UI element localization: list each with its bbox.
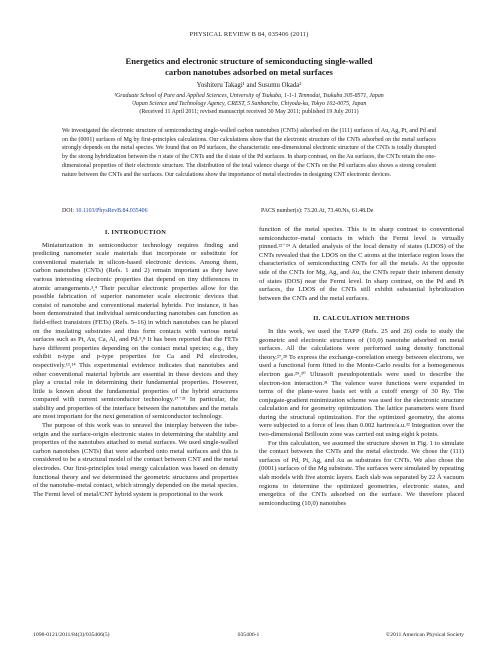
intro-paragraph-3: function of the metal species. This is in sharp contrast to conventional semiconductor–metal contacts in which the Fermi level is virtually pinned.²²⁻²⁴ A detailed analysis of the local density of states (LDOS) of the CNTs revealed that the LDOS on the C atoms at the interface region loses the characteristics of semiconducting CNTs for all the metals. At the opposite side of the CNTs for Mg, Ag, and Au, the CNTs repair their inherent density of states (DOS) near the Fermi level. In sharp contrast, on the Pd and Pt surfaces, the LDOS of the CNTs still exhibit substantial hybridization between the CNTs and the metal surfaces. [259, 226, 464, 302]
received-dates: (Received 11 April 2011; revised manuscript received 30 May 2011; published 19 July 2011) [139, 109, 359, 115]
author-list: Yoshiteru Takagi¹ and Susumu Okada² [196, 82, 302, 89]
footer-page-number: 035406-1 [237, 632, 260, 638]
pacs-numbers: PACS number(s): 73.20.At, 73.40.Ns, 61.48.De [261, 208, 374, 214]
page-footer [33, 632, 464, 638]
section-title-methods: II. CALCULATION METHODS [313, 315, 410, 323]
methods-paragraph-1: In this work, we used the TAPP (Refs. 25 and 26) code to study the geometric and electronic structures of (10,0) nanotube adsorbed on metal surfaces. All the calculations were performed using density functional theory.²⁷,²⁸ To express the exchange-correlation energy between electrons, we used a functional form fitted to the Monte-Carlo results for a homogeneous electron gas.²⁹,³⁰ Ultrasoft pseudopotentials were used to describe the electron-ion interaction.³¹ The valence wave functions were expanded in terms of the plane-wave basis set with a cutoff energy of 30 Ry. The conjugate-gradient minimization scheme was used for the electronic structure calculation and for geometry optimization. The lattice parameters were fixed during the structural optimization. For the optimized geometry, the atoms were subjected to a force of less than 0.002 hartree/a.u.³² Integration over the two-dimensional Brillouin zone was carried out using eight k points. [259, 327, 464, 439]
paper-title [40, 56, 458, 78]
section-spacer [259, 303, 464, 312]
section-title-introduction: I. INTRODUCTION [104, 229, 167, 236]
journal-header: PHYSICAL REVIEW B 84, 035406 (2011) [189, 31, 309, 38]
footer-issn: 1098-0121/2011/84(3)/035406(5) [33, 632, 110, 638]
intro-paragraph-1: Miniaturization in semiconductor technology requires finding and predicting nanometer scale materials that incorporate or substitute for conventional materials in silicon-based electronic devices. Among them, carbon nanotubes (CNTs) (Refs. 1 and 2) remain important as they have various interesting electronic properties that depend on tiny differences in atomic arrangements.³,⁴ Their peculiar electronic properties allow for the possible fabrication of superior nanometer scale electronic devices that consist of nanotube and conventional material hybrids. For instance, it has been demonstrated that individual semiconducting nanotubes can function as field-effect transistors (FETs) (Refs. 5–16) in which nanotubes can be placed on the insulating substrates and thus form contacts with various metal surfaces such as Pt, Au, Ca, Al, and Pd.⁵,⁸ It has been reported that the FETs have different properties depending on the contact metal species; e.g., they exhibit n-type and p-type properties for Ca and Pd electrodes, respectively.¹³,¹⁴ This experimental evidence indicates that nanotubes and other conventional material hybrids are essential in these devices and they play a crucial role in determining their fundamental properties. However, little is known about the fundamental properties of the hybrid structures compared with current semiconductor technology.¹⁷⁻²¹ In particular, the stability and properties of the interface between the nanotubes and the metals are most important for the next generation of semiconductor technology. [33, 241, 238, 421]
left-column [33, 226, 238, 499]
intro-paragraph-2: The purpose of this work was to unravel the interplay between the tube-origin and the surface-origin electronic states in determining the stability and properties of the nanotubes attached to metal surfaces. We used single-walled carbon nanotubes (CNTs) that were adsorbed onto metal surfaces and this is considered to be a structural model of the contact between CNT and the metal electrodes. Our first-principles total energy calculation was based on density functional theory and we determined the geometric structures and properties of the nanotube–metal contact, which strongly depended on the metal species. The Fermi level of metal/CNT hybrid system is proportional to the work [33, 422, 238, 498]
affiliation-1: ¹Graduate School of Pure and Applied Sciences, University of Tsukuba, 1-1-1 Tennodai, Tsukuba 305-8571, Japan [114, 93, 384, 99]
doi-link[interactable]: 10.1103/PhysRevB.84.035406 [75, 208, 148, 214]
right-column [259, 226, 464, 508]
methods-paragraph-2: For this calculation, we assumed the structure shown in Fig. 1 to simulate the contact between the CNTs and the metal electrode. We chose the (111) surfaces of Pd, Pt, Ag, and Au as substrates for CNTs. We also chose the (0001) surfaces of the Mg substrate. The surfaces were simulated by repeating slab models with five atomic layers. Each slab was separated by 22 Å vacuum regions to determine the optimized geometries, electronic states, and energetics of the CNTs adsorbed on the surface. We therefore placed semiconducting (10,0) nanotubes [259, 439, 464, 507]
doi-label: DOI: [62, 208, 75, 214]
title-line-2: carbon nanotubes adsorbed on metal surfaces [165, 67, 333, 77]
affiliation-2: ²Japan Science and Technology Agency, CREST, 5 Sanbancho, Chiyoda-ku, Tokyo 102-0075, Japan [131, 101, 367, 107]
abstract: We investigated the electronic structure of semiconducting single-walled carbon nanotubes (CNTs) adsorbed on the (111) surfaces of Au, Ag, Pt, and Pd and on the (0001) surfaces of Mg by first-principles calculations. Our calculations show that the electronic structure of the CNTs adsorbed on the metal surfaces strongly depends on the metal species. We found that on Pd surfaces, the characteristic one-dimensional electronic structure of the CNTs is totally disrupted by the strong hybridization between the π state of the CNTs and the d state of the Pd surfaces. In sharp contrast, on the Au surfaces, the CNTs retain the one-dimensional properties of their electronic structure. The distribution of the total valence charge of the CNTs on the Pd surfaces also shows a strong covalent nature between the CNTs and the surfaces. Our calculations show the importance of metal electrodes in designing CNT electronic devices. [62, 128, 436, 178]
title-line-1: Energetics and electronic structure of semiconducting single-walled [125, 56, 373, 66]
doi-pacs-row [62, 208, 436, 214]
footer-copyright: ©2011 American Physical Society [385, 632, 464, 638]
